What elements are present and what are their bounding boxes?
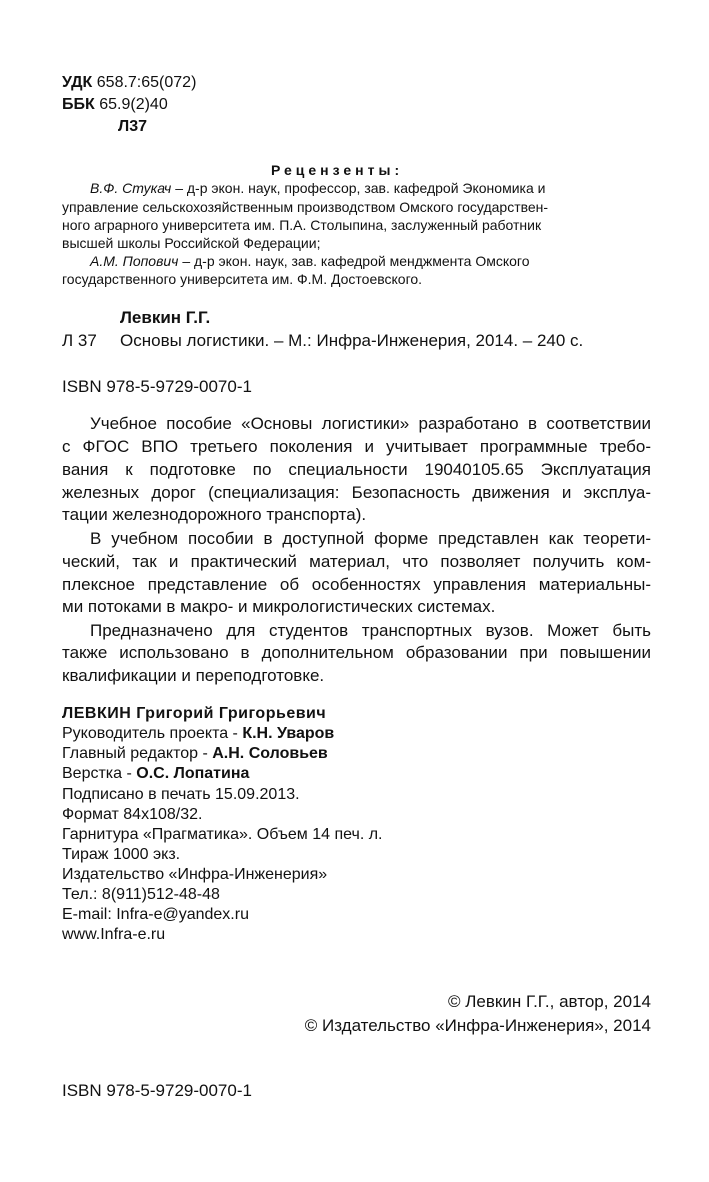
annotation-p3-line-1: Предназначено для студентов транспортных вузов. Может быть <box>90 621 651 640</box>
annotation-p3-line-2: также использовано в дополнительном образовании при повышении <box>62 643 651 662</box>
imprint-print-run: Тираж 1000 экз. <box>62 846 181 863</box>
reviewer-2-line-1-rest: – д-р экон. наук, зав. кафедрой менджмента Омского <box>178 253 530 269</box>
annotation-p1-line-2: с ФГОС ВПО третьего поколения и учитывает программные требо- <box>62 437 651 456</box>
reviewer-2-line-1 <box>90 253 530 269</box>
imprint-editor-name: А.Н. Соловьев <box>212 745 328 762</box>
bbk-line <box>62 96 168 114</box>
biblio-author: Левкин Г.Г. <box>120 308 211 327</box>
imprint-layout <box>62 765 249 783</box>
annotation-p1-line-3: вания к подготовке по специальности 19040105.65 Эксплуатация <box>62 460 651 479</box>
biblio-code: Л 37 <box>62 331 97 350</box>
bbk-value: 65.9(2)40 <box>99 96 168 113</box>
imprint-manager-label: Руководитель проекта - <box>62 725 243 742</box>
reviewer-2-line-2: государственного университета им. Ф.М. Достоевского. <box>62 271 423 287</box>
annotation-p2-line-2: ческий, так и практический материал, что позволяет получить ком- <box>62 552 651 571</box>
imprint-phone: Тел.: 8(911)512-48-48 <box>62 886 220 903</box>
footer-isbn: ISBN 978-5-9729-0070-1 <box>62 1081 252 1100</box>
imprint-manager <box>62 725 334 743</box>
annotation-p2-line-4: ми потоками в макро- и микрологистических системах. <box>62 597 496 616</box>
biblio-isbn: ISBN 978-5-9729-0070-1 <box>62 377 252 396</box>
annotation-p2-line-1: В учебном пособии в доступной форме представлен как теорети- <box>90 529 651 548</box>
imprint-editor-label: Главный редактор - <box>62 745 213 762</box>
annotation-p1-line-5: тации железнодорожного транспорта). <box>62 505 367 524</box>
copyright-author: © Левкин Г.Г., автор, 2014 <box>448 992 651 1011</box>
udk-label: УДК <box>62 74 93 91</box>
annotation-p2-line-3: плексное представление об особенностях управления материальны- <box>62 575 651 594</box>
annotation-p3-line-3: квалификации и переподготовке. <box>62 666 325 685</box>
imprint-full-name: ЛЕВКИН Григорий Григорьевич <box>62 705 327 722</box>
imprint-layout-label: Верстка - <box>62 765 137 782</box>
reviewer-1-line-2: управление сельскохозяйственным производством Омского государствен- <box>62 199 549 215</box>
imprint-editor <box>62 745 328 763</box>
imprint-email: E-mail: Infra-e@yandex.ru <box>62 906 249 923</box>
reviewer-1-line-1 <box>90 180 545 196</box>
reviewer-1-line-3: ного аграрного университета им. П.А. Столыпина, заслуженный работник <box>62 217 542 233</box>
reviewer-1-name: В.Ф. Стукач <box>90 180 172 196</box>
imprint-typeface: Гарнитура «Прагматика». Объем 14 печ. л. <box>62 826 383 843</box>
reviewer-2-name: А.М. Попович <box>90 253 179 269</box>
imprint-website: www.Infra-e.ru <box>62 926 166 943</box>
imprint-format: Формат 84х108/32. <box>62 806 203 823</box>
author-mark: Л37 <box>118 118 148 135</box>
copyright-publisher: © Издательство «Инфра-Инженерия», 2014 <box>304 1016 651 1035</box>
reviewer-1-line-4: высшей школы Российской Федерации; <box>62 235 321 251</box>
bbk-label: ББК <box>62 96 95 113</box>
imprint-layout-name: О.С. Лопатина <box>136 765 250 782</box>
reviewers-heading: Рецензенты: <box>271 162 404 178</box>
annotation-p1-line-4: железных дорог (специализация: Безопасность движения и эксплуа- <box>62 483 651 502</box>
annotation-p1-line-1: Учебное пособие «Основы логистики» разработано в соответствии <box>90 414 651 433</box>
imprint-manager-name: К.Н. Уваров <box>242 725 335 742</box>
udk-value: 658.7:65(072) <box>96 74 197 91</box>
udk-line <box>62 74 196 92</box>
biblio-description: Основы логистики. – М.: Инфра-Инженерия, 2014. – 240 с. <box>120 331 584 350</box>
reviewer-1-line-1-rest: – д-р экон. наук, профессор, зав. кафедрой Экономика и <box>171 180 546 196</box>
imprint-publisher: Издательство «Инфра-Инженерия» <box>62 866 328 883</box>
imprint-signed: Подписано в печать 15.09.2013. <box>62 786 300 803</box>
